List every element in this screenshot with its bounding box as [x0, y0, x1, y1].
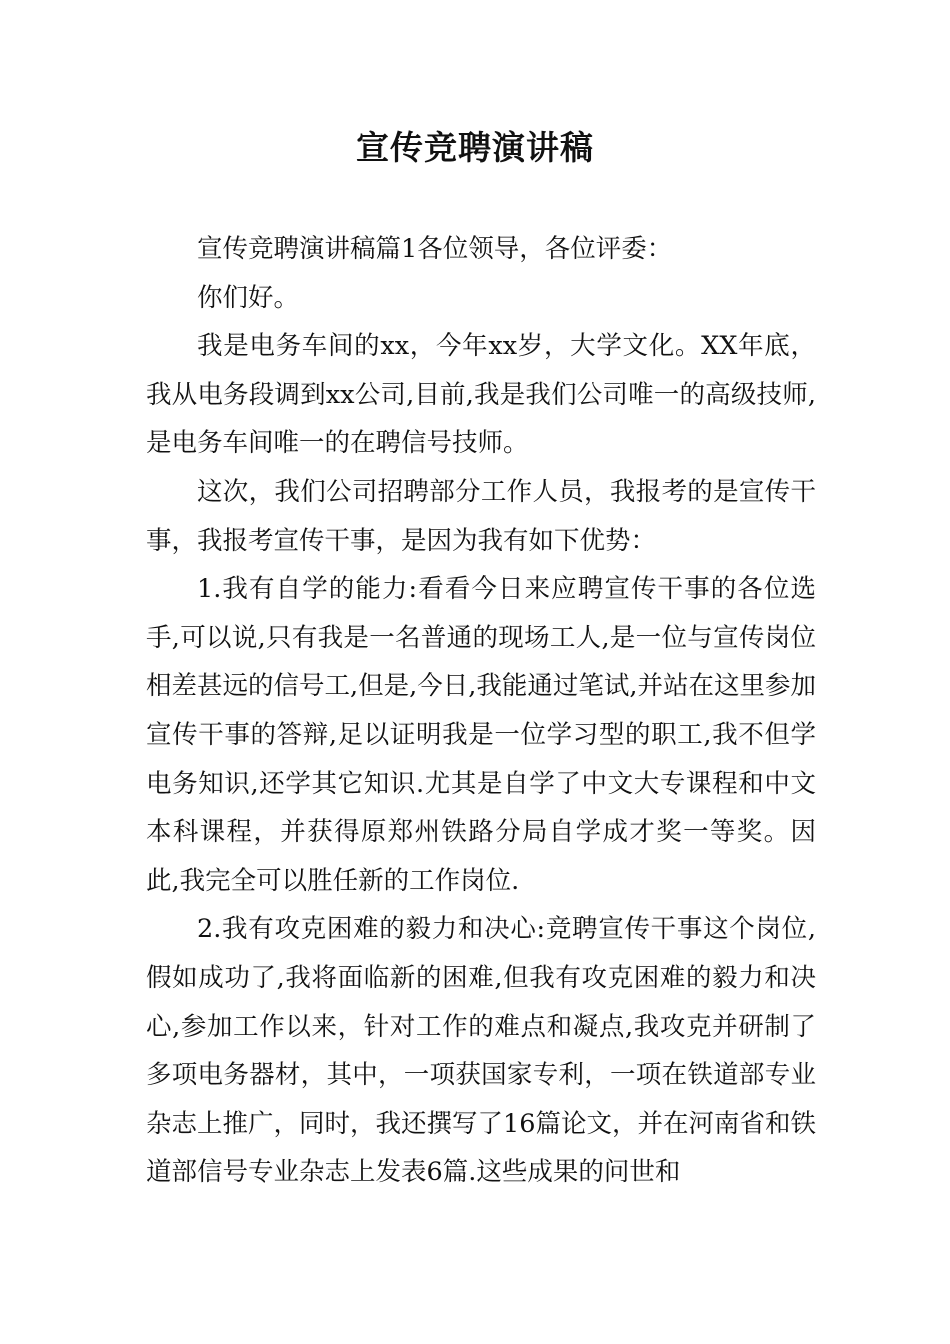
- document-title: 宣传竞聘演讲稿: [356, 128, 594, 167]
- paragraph-advantage-1: 1.我有自学的能力:看看今日来应聘宣传干事的各位选手,可以说,只有我是一名普通的现场工人,是一位与宣传岗位相差甚远的信号工,但是,今日,我能通过笔试,并站在这里参加宣传干事的答辩,足以证明我是一位学习型的职工,我不但学电务知识,还学其它知识.尤其是自学了中文大专课程和中文本科课程，并获得原郑州铁路分局自学成才奖一等奖。因此,我完全可以胜任新的工作岗位.: [146, 574, 816, 896]
- paragraph-greeting: 宣传竞聘演讲稿篇1各位领导，各位评委：: [197, 234, 673, 264]
- paragraph-hello: 你们好。: [197, 282, 300, 313]
- paragraph-intro: 我是电务车间的xx，今年xx岁，大学文化。XX年底，我从电务段调到xx公司,目前,我是我们公司唯一的高级技师,是电务车间唯一的在聘信号技师。: [146, 331, 816, 459]
- document-body: [146, 225, 816, 1197]
- paragraph-position: 这次，我们公司招聘部分工作人员，我报考的是宣传干事，我报考宣传干事，是因为我有如下优势：: [146, 476, 816, 556]
- paragraph-advantage-2: 2.我有攻克困难的毅力和决心:竞聘宣传干事这个岗位,假如成功了,我将面临新的困难,但我有攻克困难的毅力和决心,参加工作以来，针对工作的难点和凝点,我攻克并研制了多项电务器材，其中，一项获国家专利，一项在铁道部专业杂志上推广，同时，我还撰写了16篇论文，并在河南省和铁道部信号专业杂志上发表6篇.这些成果的问世和: [146, 914, 816, 1188]
